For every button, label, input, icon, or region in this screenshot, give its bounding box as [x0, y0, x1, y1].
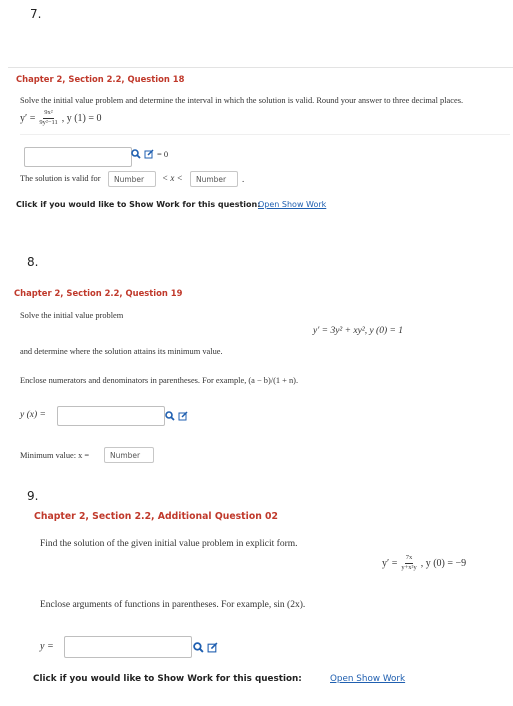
math-tools	[131, 149, 168, 159]
question-8-prompt2: and determine where the solution attains its minimum value.	[20, 347, 223, 356]
question-number-7: 7.	[30, 7, 42, 21]
show-work-text-7: Click if you would like to Show Work for this question:	[16, 200, 261, 209]
question-8-answer-input[interactable]	[57, 406, 165, 426]
equation-rest: , y (0) = −9	[420, 557, 467, 569]
question-8-chapter: Chapter 2, Section 2.2, Question 19	[14, 288, 183, 298]
edit-icon[interactable]	[178, 411, 188, 421]
search-icon[interactable]	[165, 411, 175, 421]
divider	[20, 134, 510, 135]
yx-label: y (x) =	[20, 410, 46, 420]
interval-upper-input[interactable]: Number	[190, 171, 238, 187]
y-label: y =	[40, 641, 54, 652]
period: .	[242, 174, 245, 184]
question-number-8: 8.	[27, 255, 39, 269]
equation-lhs: y′ =	[20, 112, 36, 124]
fraction-numerator: 7x	[405, 555, 414, 564]
valid-label: The solution is valid for	[20, 174, 101, 183]
search-icon[interactable]	[131, 149, 141, 159]
interval-lower-input[interactable]: Number	[108, 171, 156, 187]
divider	[8, 67, 513, 68]
open-show-work-link-7[interactable]: Open Show Work	[258, 200, 327, 209]
question-9-answer-input[interactable]	[64, 636, 192, 658]
question-7-prompt: Solve the initial value problem and determine the interval in which the solution is valid. Round your answer to three decimal places.	[20, 96, 464, 105]
question-8-hint: Enclose numerators and denominators in parentheses. For example, (a − b)/(1 + n).	[20, 376, 299, 385]
question-8-prompt: Solve the initial value problem	[20, 311, 124, 320]
question-number-9: 9.	[27, 489, 39, 503]
equation-fraction	[39, 110, 57, 126]
fraction-denominator: 9y²−11	[39, 118, 58, 126]
edit-icon[interactable]	[207, 642, 218, 653]
equation-lhs: y′ =	[382, 557, 398, 569]
equation-fraction	[401, 555, 416, 571]
question-8-equation: y′ = 3y² + xy², y (0) = 1	[313, 326, 404, 336]
show-work-text-9: Click if you would like to Show Work for this question:	[33, 674, 302, 684]
minimum-label: Minimum value: x =	[20, 451, 90, 460]
question-9-hint: Enclose arguments of functions in parentheses. For example, sin (2x).	[40, 600, 306, 610]
question-7-answer-input[interactable]	[24, 147, 132, 167]
equation-rest: , y (1) = 0	[61, 112, 102, 124]
question-7-equation	[20, 110, 102, 126]
question-9-chapter: Chapter 2, Section 2.2, Additional Question 02	[34, 511, 278, 522]
math-tools	[193, 642, 218, 653]
equals-zero: = 0	[157, 149, 169, 159]
question-9-equation	[382, 555, 466, 571]
question-7-chapter: Chapter 2, Section 2.2, Question 18	[16, 74, 185, 84]
search-icon[interactable]	[193, 642, 204, 653]
minimum-value-input[interactable]: Number	[104, 447, 154, 463]
math-tools	[165, 411, 188, 421]
question-9-prompt: Find the solution of the given initial value problem in explicit form.	[40, 539, 298, 549]
open-show-work-link-9[interactable]: Open Show Work	[330, 674, 406, 684]
lt-x-lt: < x <	[162, 173, 183, 183]
fraction-denominator: y+x²y	[401, 563, 417, 571]
fraction-numerator: 9x²	[43, 110, 53, 119]
edit-icon[interactable]	[144, 149, 154, 159]
